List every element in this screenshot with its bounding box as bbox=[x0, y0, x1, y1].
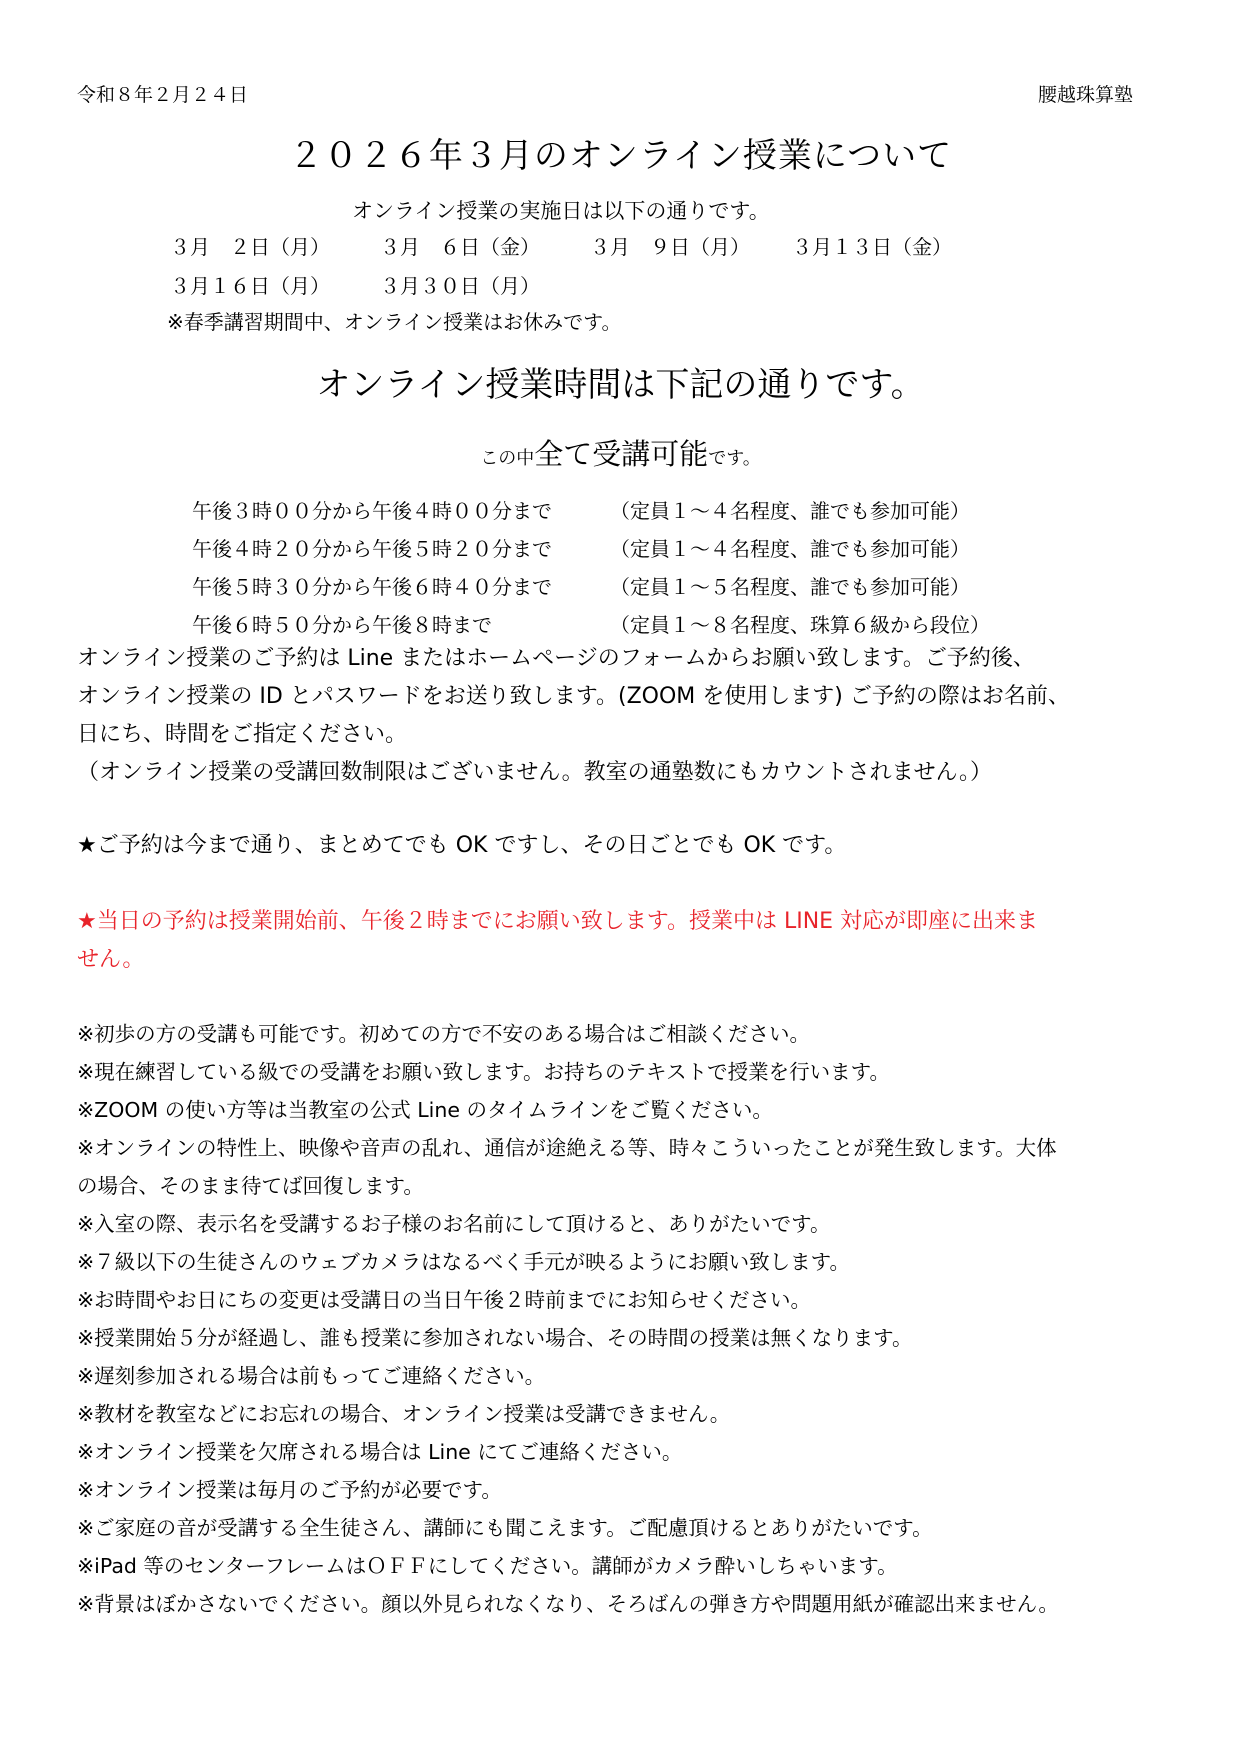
note-item: ※背景はぼかさないでください。顔以外見られなくなり、そろばんの弾き方や問題用紙が確認出来ません。 bbox=[77, 1592, 1059, 1616]
note-item: の場合、そのまま待てば回復します。 bbox=[77, 1174, 424, 1198]
schedule-date: ３月 ２日（月） bbox=[170, 235, 330, 259]
time-slot-time: 午後４時２０分から午後５時２０分まで bbox=[192, 537, 552, 561]
reservation-paragraph bbox=[77, 640, 1177, 792]
note-item: ※遅刻参加される場合は前もってご連絡ください。 bbox=[77, 1364, 546, 1388]
warning-line: ★当日の予約は授業開始前、午後２時までにお願い致します。授業中は LINE 対応が即座に出来ま bbox=[77, 909, 1039, 934]
note-item: ※お時間やお日にちの変更は受講日の当日午後２時前までにお知らせください。 bbox=[77, 1288, 812, 1312]
schedule-date: ３月 ６日（金） bbox=[380, 235, 540, 259]
subheading-prefix: この中 bbox=[480, 448, 535, 469]
schedule-date: ３月３０日（月） bbox=[380, 274, 540, 298]
note-item: ※ZOOM の使い方等は当教室の公式 Line のタイムラインをご覧ください。 bbox=[77, 1098, 773, 1122]
same-day-warning bbox=[77, 903, 1177, 979]
schedule-date: ３月１６日（月） bbox=[170, 274, 330, 298]
note-item: ※iPad 等のセンターフレームはＯＦＦにしてください。講師がカメラ酔いしちゃいます。 bbox=[77, 1554, 898, 1578]
page-title: ２０２６年３月のオンライン授業について bbox=[288, 136, 953, 176]
note-item: ※授業開始５分が経過し、誰も授業に参加されない場合、その時間の授業は無くなります。 bbox=[77, 1326, 913, 1350]
reservation-line: オンライン授業の ID とパスワードをお送り致します。(ZOOM を使用します) ご予約の際はお名前、 bbox=[77, 684, 1070, 709]
note-item: ※現在練習している級での受講をお願い致します。お持ちのテキストで授業を行います。 bbox=[77, 1060, 890, 1084]
note-item: ※７級以下の生徒さんのウェブカメラはなるべく手元が映るようにお願い致します。 bbox=[77, 1250, 851, 1274]
time-slot-note: （定員１～４名程度、誰でも参加可能） bbox=[610, 537, 970, 561]
organization-name: 腰越珠算塾 bbox=[1037, 84, 1133, 106]
note-item: ※ご家庭の音が受講する全生徒さん、講師にも聞こえます。ご配慮頂けるとありがたいです。 bbox=[77, 1516, 933, 1540]
note-item: ※オンライン授業は毎月のご予約が必要です。 bbox=[77, 1478, 502, 1502]
time-slot-time: 午後５時３０分から午後６時４０分まで bbox=[192, 575, 552, 599]
reservation-line: オンライン授業のご予約は Line またはホームページのフォームからお願い致します。ご予約後、 bbox=[77, 646, 1035, 671]
schedule-intro: オンライン授業の実施日は以下の通りです。 bbox=[352, 199, 770, 223]
availability-subheading bbox=[0, 432, 1241, 473]
reservation-line: 日にち、時間をご指定ください。 bbox=[77, 722, 408, 747]
note-item: ※入室の際、表示名を受講するお子様のお名前にして頂けると、ありがたいです。 bbox=[77, 1212, 831, 1236]
schedule-date: ３月１３日（金） bbox=[792, 235, 952, 259]
reservation-line: （オンライン授業の受講回数制限はございません。教室の通塾数にもカウントされません。） bbox=[77, 760, 992, 785]
spring-course-note: ※春季講習期間中、オンライン授業はお休みです。 bbox=[167, 310, 622, 334]
note-item: ※オンライン授業を欠席される場合は Line にてご連絡ください。 bbox=[77, 1440, 683, 1464]
star-note: ★ご予約は今まで通り、まとめてでも OK ですし、その日ごとでも OK です。 bbox=[77, 833, 847, 858]
time-slot-time: 午後６時５０分から午後８時まで bbox=[192, 613, 492, 637]
document-date: 令和８年２月２４日 bbox=[77, 84, 249, 106]
note-item: ※教材を教室などにお忘れの場合、オンライン授業は受講できません。 bbox=[77, 1402, 731, 1426]
time-slot-note: （定員１～５名程度、誰でも参加可能） bbox=[610, 575, 970, 599]
note-item: ※初歩の方の受講も可能です。初めての方で不安のある場合はご相談ください。 bbox=[77, 1022, 811, 1046]
warning-line: せん。 bbox=[77, 947, 145, 972]
note-item: ※オンラインの特性上、映像や音声の乱れ、通信が途絶える等、時々こういったことが発生致します。大体 bbox=[77, 1136, 1057, 1160]
time-slot-note: （定員１～４名程度、誰でも参加可能） bbox=[610, 499, 970, 523]
class-times-heading: オンライン授業時間は下記の通りです。 bbox=[316, 365, 925, 405]
subheading-emphasis: 全て受講可能 bbox=[534, 437, 709, 471]
subheading-suffix: です。 bbox=[708, 448, 761, 469]
schedule-date: ３月 ９日（月） bbox=[590, 235, 750, 259]
time-slot-note: （定員１～８名程度、珠算６級から段位） bbox=[610, 613, 990, 637]
time-slot-time: 午後３時００分から午後４時００分まで bbox=[192, 499, 552, 523]
